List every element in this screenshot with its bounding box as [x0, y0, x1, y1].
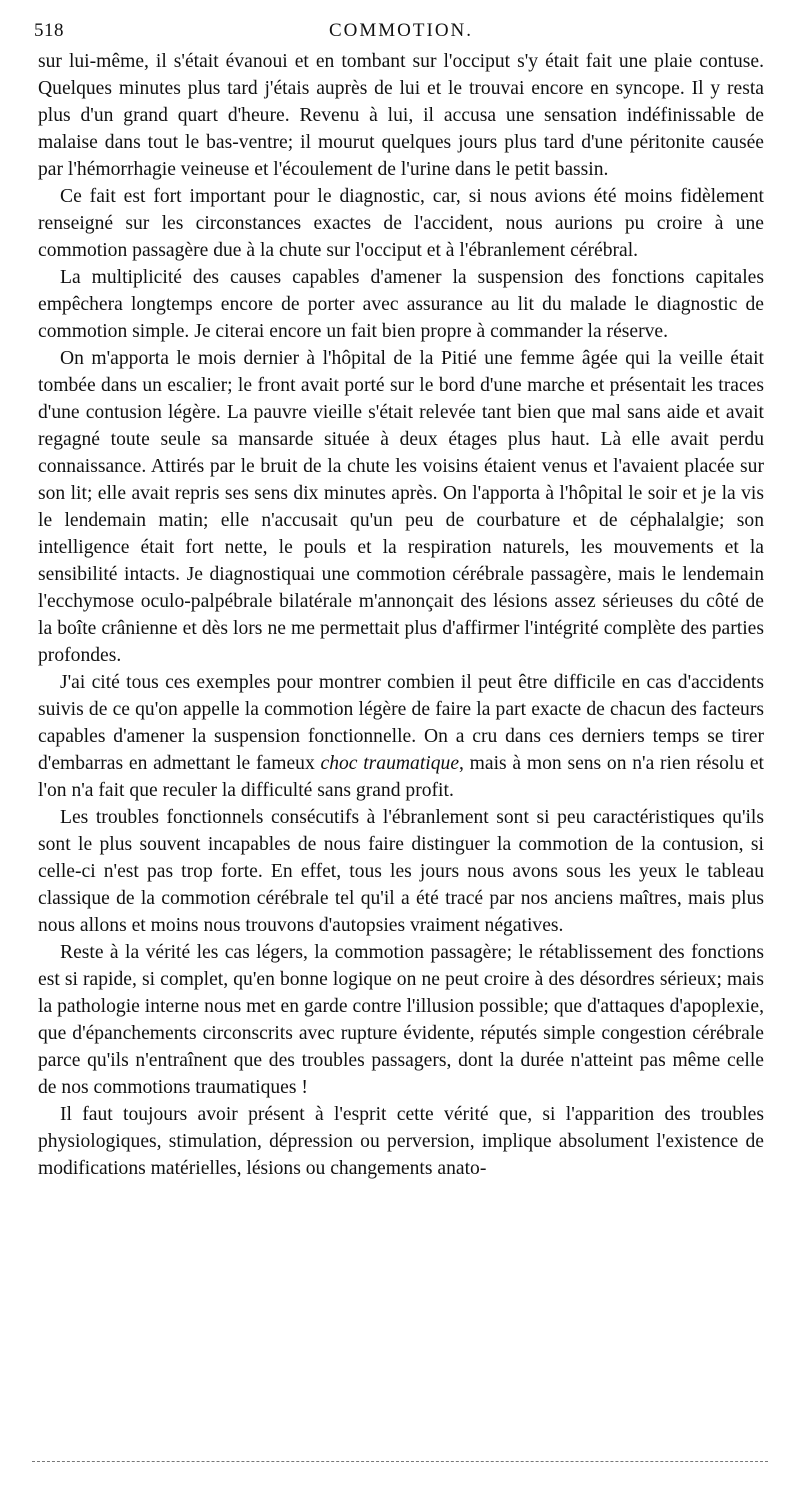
italic-term: choc traumatique: [320, 753, 460, 774]
paragraph: [38, 345, 764, 669]
text-run: Ce fait est fort important pour le diagnostic, car, si nous avions été moins fidèlement renseigné sur les circonstances exactes de l'accident, nous aurions pu croire à une commotion passagère due à la chute sur l'occiput et à l'ébranlement cérébral.: [38, 186, 764, 261]
text-run: sur lui-même, il s'était évanoui et en tombant sur l'occiput s'y était fait une plaie contuse. Quelques minutes plus tard j'étais auprès de lui et le trouvai encore en syncope. Il y resta plus d'un grand quart d'heure. Revenu à lui, il accusa une sensation indéfinissable de malaise dans tout le bas-ventre; il mourut quelques jours plus tard d'une péritonite causée par l'hémorrhagie veineuse et l'écoulement de l'urine dans le petit bassin.: [38, 51, 764, 180]
running-title: COMMOTION.: [328, 20, 474, 41]
text-run: On m'apporta le mois dernier à l'hôpital de la Pitié une femme âgée qui la veille était tombée dans un escalier; le front avait porté sur le bord d'une marche et présentait les traces d'une contusion légère. La pauvre vieille s'était relevée tant bien que mal sans aide et avait regagné toute seule sa mansarde située à deux étages plus haut. Là elle avait perdu connaissance. Attirés par le bruit de la chute les voisins étaient venus et l'avaient placée sur son lit; elle avait repris ses sens dix minutes après. On l'apporta à l'hôpital le soir et je la vis le lendemain matin; elle n'accusait qu'un peu de courbature et de céphalalgie; son intelligence était fort nette, le pouls et la respiration naturels, les mouvements et la sensibilité intacts. Je diagnostiquai une commotion cérébrale passagère, mais le lendemain l'ecchymose oculo-palpébrale bilatérale m'annonçait des lésions assez sérieuses du côté de la boîte crânienne et dès lors ne me permettait plus d'affirmer l'intégrité complète des parties profondes.: [38, 348, 764, 666]
page-number: 518: [34, 20, 64, 41]
text-run: Les troubles fonctionnels consécutifs à l'ébranlement sont si peu caractéristiques qu'ils sont le plus souvent incapables de nous faire distinguer la commotion de la contusion, si celle-ci n'est pas trop forte. En effet, tous les jours nous avons sous les yeux le tableau classique de la commotion cérébrale tel qu'il a été tracé par nos anciens maîtres, mais plus nous allons et moins nous trouvons d'autopsies vraiment négatives.: [38, 807, 764, 936]
paragraph: [38, 1101, 764, 1182]
text-run: Reste à la vérité les cas légers, la commotion passagère; le rétablissement des fonctions est si rapide, si complet, qu'en bonne logique on ne peut croire à des désordres sérieux; mais la pathologie interne nous met en garde contre l'illusion possible; que d'attaques d'apoplexie, que d'épanchements circonscrits avec rupture évidente, réputés simple congestion cérébrale parce qu'ils n'entraînent que des troubles passagers, dont la durée n'atteint pas même celle de nos commotions traumatiques !: [38, 942, 764, 1098]
text-run: J'ai cité tous ces exemples pour montrer combien il peut être difficile en cas d'accidents suivis de ce qu'on appelle la commotion légère de faire la part exacte de chacun des facteurs capables d'amener la suspension fonctionnelle. On a cru dans ces derniers temps se tirer d'embarras en admettant le fameux: [38, 672, 764, 774]
paragraph: [38, 939, 764, 1101]
paragraph: [38, 669, 764, 804]
body-text: [38, 48, 764, 1182]
running-header: [34, 14, 764, 48]
paragraph: [38, 804, 764, 939]
text-run: Il faut toujours avoir présent à l'esprit cette vérité que, si l'apparition des troubles physiologiques, stimulation, dépression ou perversion, implique absolument l'existence de modifications matérielles, lésions ou changements anato-: [38, 1104, 764, 1179]
paragraph: [38, 264, 764, 345]
footer-dashed-rule: [32, 1461, 768, 1462]
paragraph: [38, 183, 764, 264]
text-run: La multiplicité des causes capables d'amener la suspension des fonctions capitales empêchera longtemps encore de porter avec assurance au lit du malade le diagnostic de commotion simple. Je citerai encore un fait bien propre à commander la réserve.: [38, 267, 764, 342]
text-run: , mais à mon sens on n'a rien résolu et l'on n'a fait que reculer la difficulté sans grand profit.: [38, 753, 765, 801]
book-page: [34, 14, 765, 1182]
paragraph: [38, 48, 764, 183]
